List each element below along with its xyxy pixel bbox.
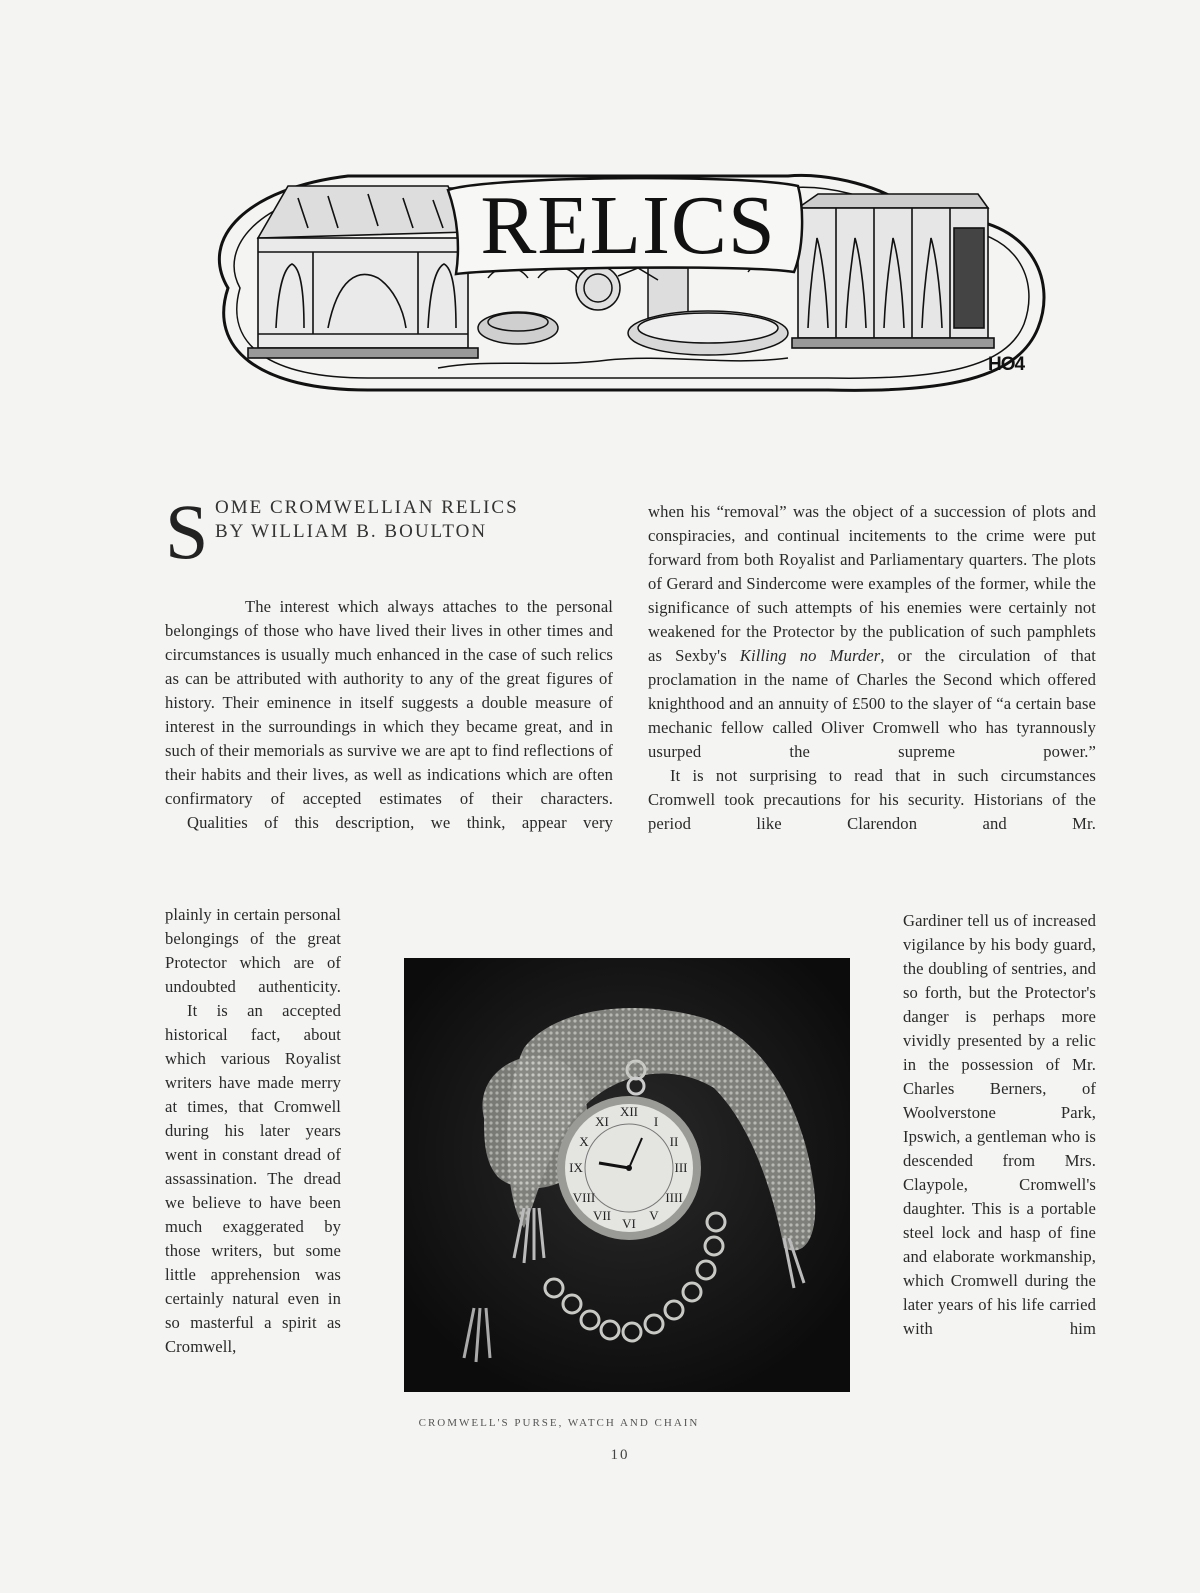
svg-text:VIII: VIII (572, 1190, 596, 1205)
svg-text:XII: XII (619, 1104, 639, 1119)
svg-text:III: III (674, 1160, 688, 1175)
svg-text:XI: XI (595, 1114, 609, 1129)
left-column (165, 488, 613, 835)
svg-text:IX: IX (569, 1160, 583, 1175)
artist-monogram: HO4 (988, 354, 1025, 375)
purse-watch-illustration (404, 958, 850, 1392)
left-narrow-column (165, 903, 341, 1359)
paragraph-plots (648, 500, 1096, 764)
svg-text:IIII: IIII (665, 1190, 683, 1205)
paragraph-intro: The interest which always attaches to the personal belongings of those who have lived their lives in other times and circumstances is usually much enhanced in the case of such relics as can be attributed with authority to any of the great figures of history. Their eminence in itself suggests a double measure of interest in the surroundings in which they became great, and in such of their memorials as survive we are apt to find reflections of their habits and their lives, as well as indications which are often confirmatory of accepted estimates of their characters. (165, 597, 613, 808)
paragraph-assassination: It is an accepted historical fact, about which various Royalist writers have made merry at times, that Cromwell during his later years went in constant dread of assassination. The dread we believe to have been much exaggerated by those writers, but some little apprehension was certainly natural even in so masterful a spirit as Cromwell, (165, 1001, 341, 1356)
byline: BY WILLIAM B. BOULTON (215, 521, 488, 542)
article-title (165, 488, 613, 575)
paragraph-plots-text-b: , or the circulation of that proclamation in the name of Charles the Second which offered knighthood and an annuity of £500 to the slayer of “a certain base mechanic fellow called Oliver Cromwell who has tyrannously usurped the supreme power.” (648, 646, 1096, 761)
svg-text:II: II (669, 1134, 679, 1149)
figure-caption: CROMWELL'S PURSE, WATCH AND CHAIN (418, 1417, 700, 1429)
paragraph-plots-text-a: when his “removal” was the object of a succession of plots and conspiracies, and continual incitements to the crime were put forward from both Royalist and Parliamentary quarters. The plots of Gerard and Sindercome were examples of the former, while the significance of such attempts of his enemies were certainly not weakened for the Protector by the publication of such pamphlets as Sexby's (648, 502, 1096, 665)
svg-text:VII: VII (592, 1208, 612, 1223)
title-line-1: OME CROMWELLIAN RELICS (215, 497, 519, 518)
header-banner (188, 168, 1068, 398)
svg-text:VI: VI (622, 1216, 636, 1231)
drop-cap: S (165, 488, 209, 575)
paragraph-qualities-start: Qualities of this description, we think, appear very (187, 813, 613, 832)
pamphlet-title: Killing no Murder (739, 646, 881, 665)
purse-watch-photo (404, 958, 850, 1392)
paragraph-relic: Gardiner tell us of increased vigilance by his body guard, the doubling of sentries, and so forth, but the Protector's danger is perhaps more vividly presented by a relic in the possession of Mr. Charles Berners, of Woolverstone Park, Ipswich, a gentleman who is descended from Mrs. Claypole, Cromwell's daughter. This is a portable steel lock and hasp of fine and elaborate workmanship, which Cromwell during the later years of his life carried with him (903, 911, 1096, 1338)
right-narrow-column (903, 909, 1096, 1341)
svg-text:I: I (653, 1114, 659, 1129)
paragraph-precautions: It is not surprising to read that in such circumstances Cromwell took precautions for his security. Historians of the period like Clarendon and Mr. (648, 766, 1096, 833)
svg-text:X: X (579, 1134, 589, 1149)
right-column (648, 500, 1096, 836)
svg-text:V: V (649, 1208, 659, 1223)
banner-title: RELICS (480, 179, 776, 272)
page-number: 10 (610, 1447, 630, 1463)
paragraph-qualities-end: plainly in certain personal belongings of the great Protector which are of undoubted authenticity. (165, 905, 341, 996)
